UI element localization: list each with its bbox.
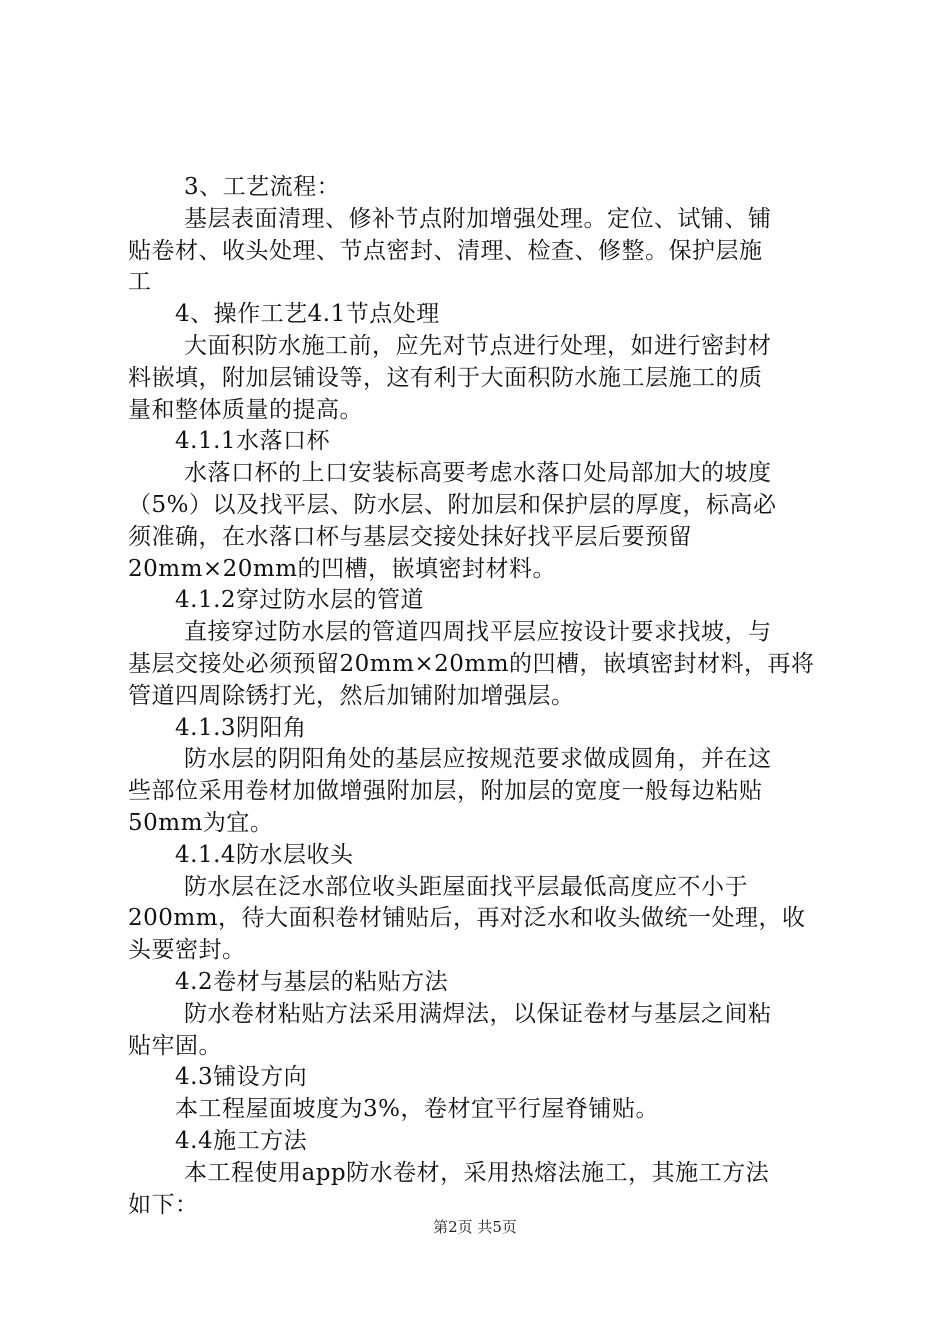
paragraph-line: 贴卷材、收头处理、节点密封、清理、检查、修整。保护层施 xyxy=(128,237,763,264)
paragraph-line: 50mm为宜。 xyxy=(128,809,274,836)
paragraph-line: 大面积防水施工前，应先对节点进行处理，如进行密封材 xyxy=(184,332,772,359)
section-heading-operation: 4、操作工艺4.1节点处理 xyxy=(175,301,440,328)
subsection-heading: 4.2卷材与基层的粘贴方法 xyxy=(175,968,449,995)
paragraph-line: 基层表面清理、修补节点附加增强处理。定位、试铺、铺 xyxy=(184,205,772,232)
paragraph-line: 管道四周除锈打光，然后加铺附加增强层。 xyxy=(128,682,575,709)
paragraph-line: 本工程使用app防水卷材，采用热熔法施工，其施工方法 xyxy=(184,1159,770,1186)
paragraph-line: 贴牢固。 xyxy=(128,1032,222,1059)
document-body xyxy=(128,172,832,1221)
paragraph-line: 料嵌填，附加层铺设等，这有利于大面积防水施工层施工的质 xyxy=(128,364,763,391)
subsection-heading: 4.1.2穿过防水层的管道 xyxy=(175,587,425,614)
subsection-heading: 4.1.1水落口杯 xyxy=(175,428,331,455)
paragraph-line: 些部位采用卷材加做增强附加层，附加层的宽度一般每边粘贴 xyxy=(128,778,763,805)
paragraph-line: 量和整体质量的提高。 xyxy=(128,396,363,423)
paragraph-line: 头要密封。 xyxy=(128,937,246,964)
paragraph-line: （5%）以及找平层、防水层、附加层和保护层的厚度，标高必 xyxy=(128,491,777,518)
paragraph-line: 200mm，待大面积卷材铺贴后，再对泛水和收头做统一处理，收 xyxy=(128,905,806,932)
paragraph-line: 须准确，在水落口杯与基层交接处抹好找平层后要预留 xyxy=(128,523,692,550)
paragraph-line: 如下： xyxy=(128,1191,199,1218)
subsection-heading: 4.1.4防水层收头 xyxy=(175,841,354,868)
paragraph-line: 防水层在泛水部位收头距屋面找平层最低高度应不小于 xyxy=(184,873,748,900)
paragraph-line: 水落口杯的上口安装标高要考虑水落口处局部加大的坡度 xyxy=(184,460,772,487)
paragraph-line: 基层交接处必须预留20mm×20mm的凹槽，嵌填密封材料，再将 xyxy=(128,650,815,677)
paragraph-line: 防水层的阴阳角处的基层应按规范要求做成圆角，并在这 xyxy=(184,746,772,773)
paragraph-line: 本工程屋面坡度为3%，卷材宜平行屋脊铺贴。 xyxy=(175,1096,659,1123)
paragraph-line: 工 xyxy=(128,269,152,296)
paragraph-line: 直接穿过防水层的管道四周找平层应按设计要求找坡，与 xyxy=(184,619,772,646)
subsection-heading: 4.1.3阴阳角 xyxy=(175,714,307,741)
page-number-footer: 第2页 共5页 xyxy=(433,1218,517,1236)
paragraph-line: 防水卷材粘贴方法采用满焊法，以保证卷材与基层之间粘 xyxy=(184,1000,772,1027)
paragraph-line: 20mm×20mm的凹槽，嵌填密封材料。 xyxy=(128,555,557,582)
section-heading-process: 3、工艺流程： xyxy=(184,174,341,200)
subsection-heading: 4.3铺设方向 xyxy=(175,1064,308,1091)
subsection-heading: 4.4施工方法 xyxy=(175,1127,308,1154)
